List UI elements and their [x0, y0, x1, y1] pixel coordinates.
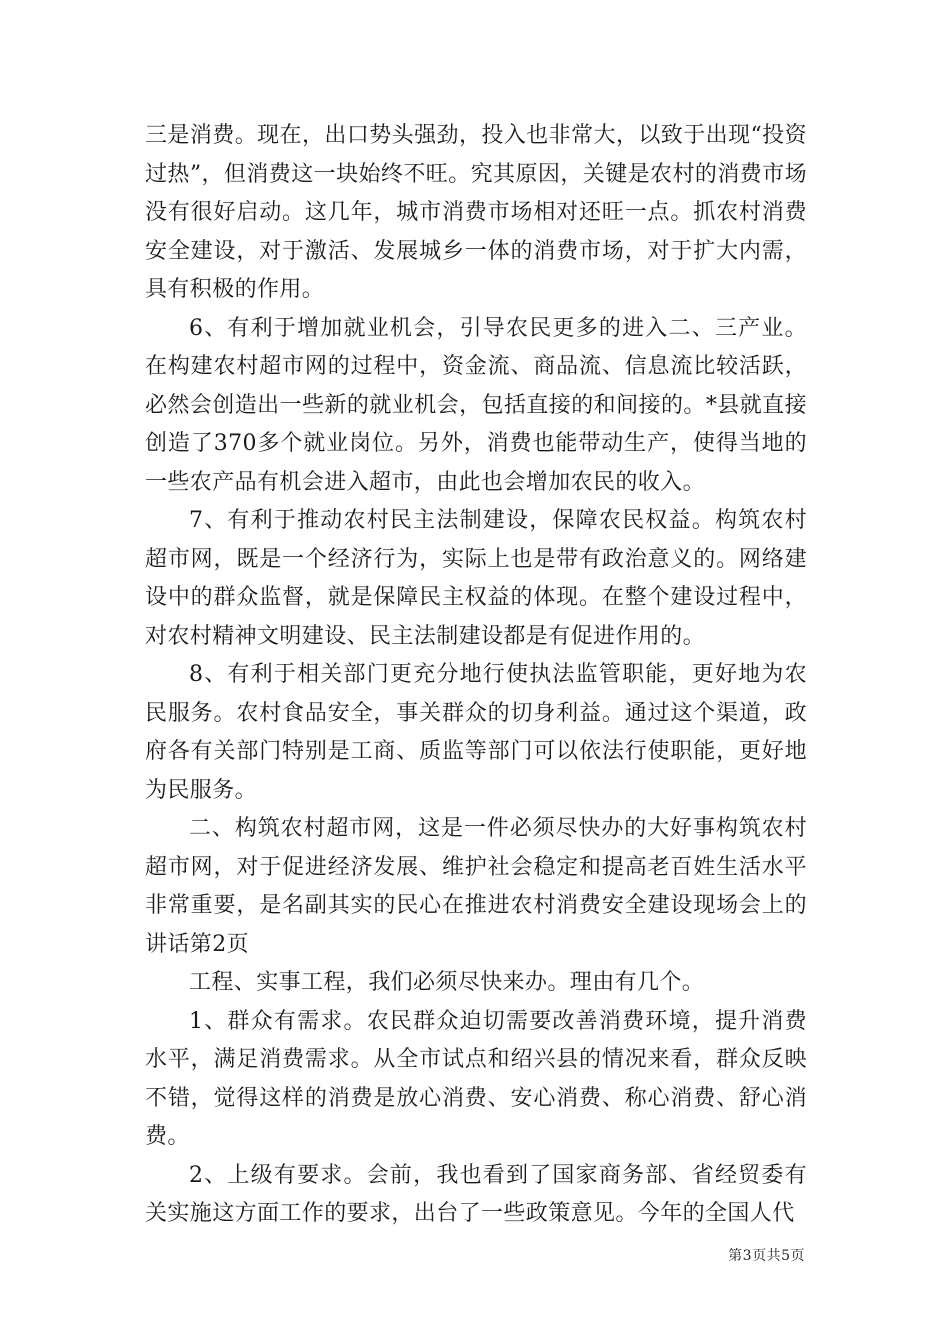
paragraph-6: 工程、实事工程，我们必须尽快来办。理由有几个。: [189, 970, 705, 995]
paragraph-3: 7、有利于推动农村民主法制建设，保障农民权益。构筑农村超市网，既是一个经济行为，实际上也是带有政治意义的。网络建设中的群众监督，就是保障民主权益的体现。在整个建设过程中，对农村精神文明建设、民主法制建设都是有促进作用的。: [145, 508, 807, 649]
paragraph-1: 三是消费。现在，出口势头强劲，投入也非常大，以致于出现“投资过热”，但消费这一块始终不旺。究其原因，关键是农村的消费市场没有很好启动。这几年，城市消费市场相对还旺一点。抓农村消费安全建设，对于激活、发展城乡一体的消费市场，对于扩大内需，具有积极的作用。: [145, 123, 807, 302]
paragraph-4: 8、有利于相关部门更充分地行使执法监管职能，更好地为农民服务。农村食品安全，事关群众的切身利益。通过这个渠道，政府各有关部门特别是工商、质监等部门可以依法行使职能，更好地为民服务。: [145, 662, 807, 803]
page-number-footer: 第3页共5页: [728, 1248, 805, 1264]
paragraph-2: 6、有利于增加就业机会，引导农民更多的进入二、三产业。在构建农村超市网的过程中，资金流、商品流、信息流比较活跃，必然会创造出一些新的就业机会，包括直接的和间接的。*县就直接创造了370多个就业岗位。另外，消费也能带动生产，使得当地的一些农产品有机会进入超市，由此也会增加农民的收入。: [145, 315, 807, 495]
paragraph-7: 1、群众有需求。农民群众迫切需要改善消费环境，提升消费水平，满足消费需求。从全市试点和绍兴县的情况来看，群众反映不错，觉得这样的消费是放心消费、安心消费、称心消费、舒心消费。: [145, 1008, 807, 1149]
paragraph-5: 二、构筑农村超市网，这是一件必须尽快办的大好事构筑农村超市网，对于促进经济发展、维护社会稳定和提高老百姓生活水平非常重要，是名副其实的民心在推进农村消费安全建设现场会上的讲话第2页: [145, 816, 807, 957]
paragraph-8: 2、上级有要求。会前，我也看到了国家商务部、省经贸委有关实施这方面工作的要求，出台了一些政策意见。今年的全国人代: [145, 1162, 807, 1226]
document-body: [145, 117, 807, 1234]
